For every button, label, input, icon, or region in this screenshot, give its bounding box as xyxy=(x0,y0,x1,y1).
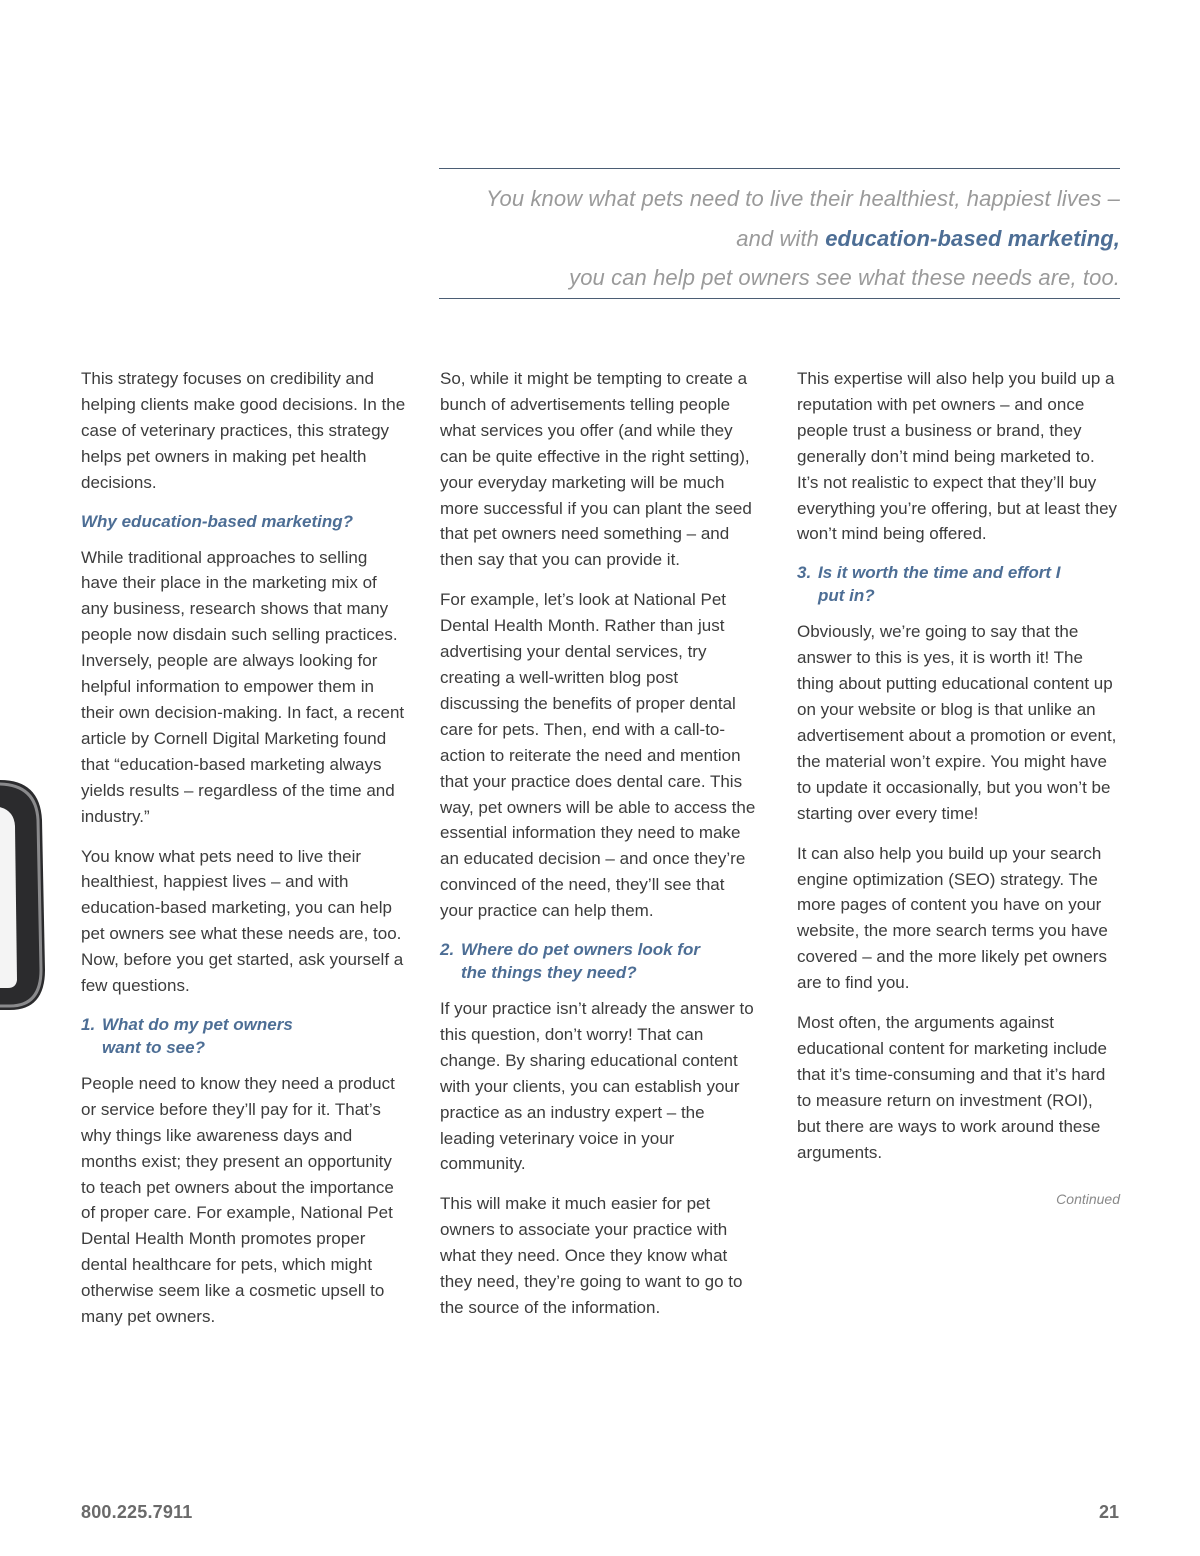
question-text: Where do pet owners look for the things they need? xyxy=(461,940,700,983)
paragraph: This expertise will also help you build up a reputation with pet owners – and once people trust a business or brand, they generally don’t mind being marketed to. It’s not realistic to expect that they’ll buy everything you’re offering, but at least they won’t mind being offered. xyxy=(797,369,1118,544)
question-heading-1 xyxy=(81,1013,406,1059)
article-column-2 xyxy=(440,366,762,1335)
question-heading-3 xyxy=(797,561,1120,607)
paragraph: This will make it much easier for pet owners to associate your practice with what they need. Once they know what they need, they’re going to want to go to the source of the information. xyxy=(440,1194,743,1317)
question-number: 2. xyxy=(440,940,455,960)
question-number: 1. xyxy=(81,1014,96,1034)
paragraph: If your practice isn’t already the answer to this question, don’t worry! That can change. By sharing educational content with your clients, you can establish your practice as an industry expert – the leading veterinary voice in your community. xyxy=(440,999,754,1174)
paragraph: It can also help you build up your search engine optimization (SEO) strategy. The more pages of content you have on your website, the more search terms you have covered – and the more likely pet owners are to find you. xyxy=(797,843,1108,993)
paragraph: You know what pets need to live their healthiest, happiest lives – and with education-based marketing, you can help pet owners see what these needs are, too. Now, before you get started, ask yourself a few questions. xyxy=(81,846,404,996)
footer-page-number: 21 xyxy=(1098,1502,1119,1522)
pull-quote-emphasis: education-based marketing, xyxy=(825,225,1120,251)
paragraph: While traditional approaches to selling have their place in the marketing mix of any business, research shows that many people now disdain such selling practices. Inversely, people are always looking for helpful information to empower them in their own decision-making. In fact, a recent article by Cornell Digital Marketing found that “education-based marketing always yields results – regardless of the time and industry.” xyxy=(81,547,405,826)
question-text: What do my pet owners want to see? xyxy=(102,1014,293,1057)
pull-quote-line-2 xyxy=(439,219,1120,259)
pull-quote xyxy=(439,168,1120,299)
question-heading-2 xyxy=(440,938,762,984)
continued-label: Continued xyxy=(1056,1191,1120,1208)
paragraph: So, while it might be tempting to create a bunch of advertisements telling people what services you offer (and while they can be quite effective in the right setting), your everyday marketing will be much more successful if you can plant the seed that pet owners need something – and then say that you can provide it. xyxy=(440,369,752,570)
paragraph: For example, let’s look at National Pet Dental Health Month. Rather than just advertising your dental services, try creating a well-written blog post discussing the benefits of proper dental care for pets. Then, end with a call-to-action to reiterate the need and mention that your practice does dental care. This way, pet owners will be able to access the essential information they need to make an educated decision – and once they’re convinced of the need, they’ll see that your practice can help them. xyxy=(440,590,756,921)
paragraph: People need to know they need a product or service before they’ll pay for it. That’s why things like awareness days and months exist; they present an opportunity to teach pet owners about the importance of proper care. For example, National Pet Dental Health Month promotes proper dental healthcare for pets, which might otherwise seem like a cosmetic upsell to many pet owners. xyxy=(81,1073,395,1327)
footer-phone-number: 800.225.7911 xyxy=(81,1502,193,1522)
article-column-1 xyxy=(81,366,406,1344)
pull-quote-line-3: you can help pet owners see what these needs are, too. xyxy=(569,265,1120,290)
section-heading-why-education: Why education-based marketing? xyxy=(81,511,354,531)
paragraph: Obviously, we’re going to say that the answer to this is yes, it is worth it! The thing about putting educational content up on your website or blog is that unlike an advertisement about a promotion or event, the material won’t expire. You might have to update it occasionally, but you won’t be starting over every time! xyxy=(797,622,1117,823)
question-number: 3. xyxy=(797,563,812,583)
pull-quote-line-1: You know what pets need to live their healthiest, happiest lives – xyxy=(486,186,1120,211)
paragraph: Most often, the arguments against educational content for marketing include that it’s time-consuming and that it’s hard to measure return on investment (ROI), but there are ways to work around these arguments. xyxy=(797,1013,1107,1162)
pull-quote-line-2-prefix: and with xyxy=(736,225,826,251)
paragraph: This strategy focuses on credibility and helping clients make good decisions. In the case of veterinary practices, this strategy helps pet owners in making pet health decisions. xyxy=(81,369,406,492)
question-text: Is it worth the time and effort I put in? xyxy=(818,563,1061,606)
article-column-3 xyxy=(797,366,1120,1213)
tablet-device-image xyxy=(0,780,45,1010)
